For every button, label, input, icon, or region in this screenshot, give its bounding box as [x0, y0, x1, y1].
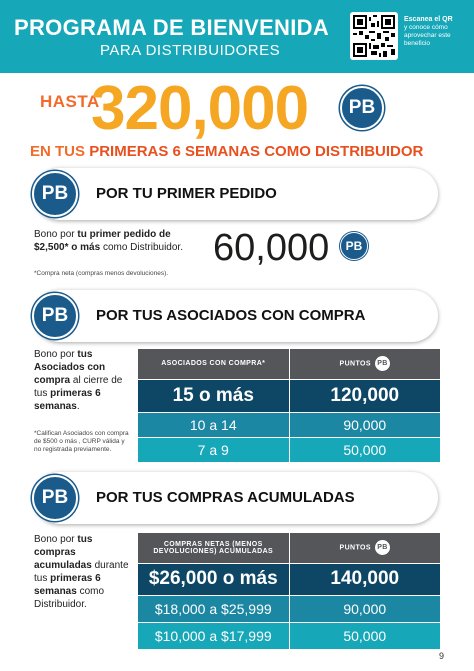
associates-note: *Califican Asociados con compra de $500 o más , CURP válida y no registrada previamente. — [34, 430, 129, 453]
pb-badge-icon: PB — [32, 171, 78, 217]
hero-subline — [30, 143, 450, 160]
hero-subline-strong: PRIMERAS 6 SEMANAS COMO DISTRIBUIDOR — [89, 143, 424, 160]
desc-text: como Distribuidor. — [34, 586, 105, 610]
column-header-label: COMPRAS NETAS (MENOS DEVOLUCIONES) ACUMULADAS — [153, 540, 274, 555]
section-title: POR TUS COMPRAS ACUMULADAS — [96, 489, 355, 506]
desc-text: durante tus — [34, 560, 129, 584]
section-title: POR TU PRIMER PEDIDO — [96, 185, 277, 202]
pb-badge-icon: PB — [375, 540, 390, 555]
table-cell: 15 o más — [138, 379, 289, 412]
section-title: POR TUS ASOCIADOS CON COMPRA — [96, 307, 366, 324]
page-title: PROGRAMA DE BIENVENIDA — [14, 15, 330, 40]
table-cell: $26,000 o más — [138, 563, 289, 595]
table-cell: 50,000 — [289, 622, 440, 649]
header-banner — [0, 0, 474, 73]
section-first-order-header — [34, 168, 438, 220]
table-row — [138, 563, 440, 595]
desc-text: . — [76, 401, 80, 412]
table-cell: $10,000 a $17,999 — [138, 622, 289, 649]
column-header — [289, 349, 440, 379]
qr-code-icon[interactable] — [350, 12, 398, 60]
associates-points-table — [138, 349, 440, 462]
first-order-note: *Compra neta (compras menos devoluciones). — [34, 270, 169, 277]
table-cell: 10 a 14 — [138, 412, 289, 437]
pb-badge-icon: PB — [375, 356, 390, 371]
table-header-row — [138, 349, 440, 379]
accumulated-points-table — [138, 533, 440, 649]
pb-badge-icon: PB — [32, 293, 78, 339]
table-header-row — [138, 533, 440, 563]
qr-description: y conoce cómo aprovechar este beneficio — [404, 24, 451, 47]
table-row — [138, 622, 440, 649]
qr-instructions — [404, 16, 470, 48]
column-header-label: ASOCIADOS CON COMPRA* — [161, 360, 266, 368]
associates-description — [34, 348, 130, 413]
table-cell: 140,000 — [289, 563, 440, 595]
desc-strong: primeras 6 semanas — [34, 388, 101, 412]
desc-text: Bono por — [34, 229, 78, 240]
first-order-points: 60,000 — [213, 227, 330, 269]
desc-text: Bono por — [34, 534, 78, 545]
hero-amount: 320,000 — [91, 74, 309, 143]
page-subtitle: PARA DISTRIBUIDORES — [100, 42, 281, 59]
table-cell: 7 a 9 — [138, 437, 289, 462]
desc-text: al cierre de tus — [34, 375, 123, 399]
desc-strong: tu primer pedido de $2,500* o más — [34, 229, 171, 253]
pb-badge-icon: PB — [32, 475, 78, 521]
desc-strong: tus Asociados con compra — [34, 349, 106, 386]
accumulated-description — [34, 533, 130, 611]
desc-text: Bono por — [34, 349, 78, 360]
section-accumulated-header — [34, 472, 438, 524]
hero-prefix: HASTA — [40, 92, 100, 111]
table-row — [138, 412, 440, 437]
table-cell: 50,000 — [289, 437, 440, 462]
pb-badge-icon: PB — [340, 86, 384, 130]
qr-code-graphic — [353, 15, 395, 57]
desc-strong: tus compras acumuladas — [34, 534, 93, 571]
table-row — [138, 437, 440, 462]
qr-title: Escanea el QR — [404, 16, 453, 23]
column-header — [138, 349, 289, 379]
page-number: 9 — [438, 651, 444, 661]
column-header-label: PUNTOS — [339, 544, 371, 552]
hero-subline-start: EN TUS — [30, 143, 90, 160]
table-cell: 90,000 — [289, 595, 440, 622]
table-row — [138, 379, 440, 412]
table-cell: $18,000 a $25,999 — [138, 595, 289, 622]
column-header — [138, 533, 289, 563]
column-header-label: PUNTOS — [339, 360, 371, 368]
table-cell: 90,000 — [289, 412, 440, 437]
column-header — [289, 533, 440, 563]
section-associates-header — [34, 290, 438, 342]
table-cell: 120,000 — [289, 379, 440, 412]
first-order-description — [34, 228, 184, 254]
pb-badge-icon: PB — [340, 232, 368, 260]
table-row — [138, 595, 440, 622]
desc-strong: primeras 6 semanas — [34, 573, 101, 597]
desc-text: como Distribuidor. — [100, 242, 183, 253]
